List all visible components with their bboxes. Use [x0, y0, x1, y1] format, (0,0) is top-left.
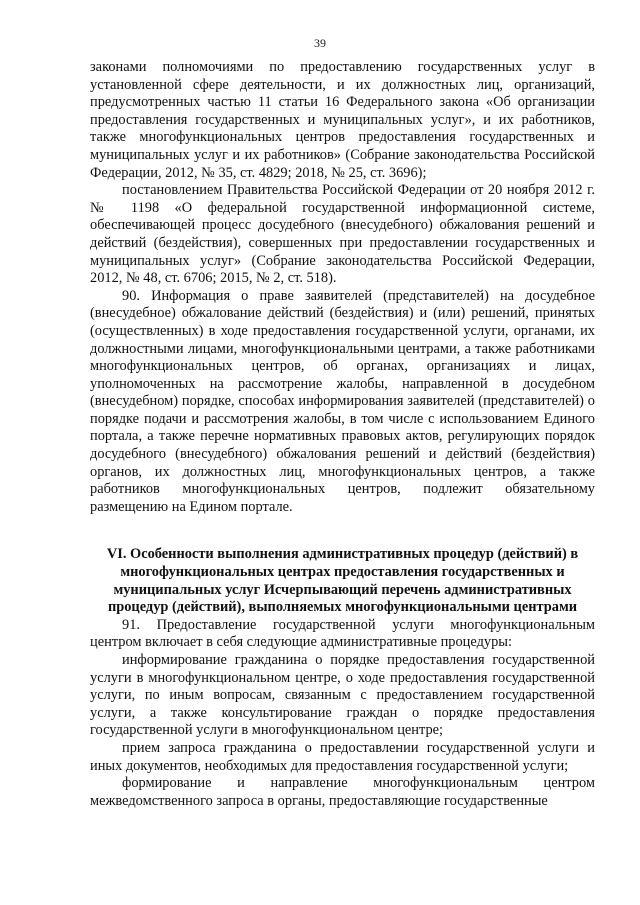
- paragraph-request-intake: прием запроса гражданина о предоставлении государственной услуги и иных документов, необходимых для предоставления государственной услуги;: [90, 739, 595, 774]
- paragraph-91: 91. Предоставление государственной услуги многофункциональным центром включает в себя следующие административные процедуры:: [90, 616, 595, 651]
- page-number: 39: [314, 36, 326, 50]
- paragraph-informing: информирование гражданина о порядке предоставления государственной услуги в многофункциональном центре, о ходе предоставления государственной услуги, по иным вопросам, связанным с предоставлением государственной услуги, а также консультирование граждан о порядке предоставления государственной услуги в многофункциональном центре;: [90, 652, 595, 739]
- paragraph-resolution-1198: постановлением Правительства Российской Федерации от 20 ноября 2012 г. № 1198 «О федеральной государственной информационной системе, обеспечивающей процесс досудебного (внесудебного) обжалования решений и действий (бездействия), совершенных при предоставлении государственных и муниципальных услуг» (Собрание законодательства Российской Федерации, 2012, № 48, ст. 6706; 2015, № 2, ст. 518).: [90, 182, 595, 287]
- paragraph-90: 90. Информация о праве заявителей (представителей) на досудебное (внесудебное) обжалование действий (бездействия) и (или) решений, принятых (осуществленных) в ходе предоставления государственной услуги, органами, их должностными лицами, многофункциональными центрами, а также работниками многофункциональных центров, об органах, организациях и лицах, уполномоченных на рассмотрение жалобы, направленной в досудебном (внесудебном) порядке, способах информирования заявителей (представителей) о порядке подачи и рассмотрения жалобы, в том числе с использованием Единого портала, а также перечне нормативных правовых актов, регулирующих порядок досудебного (внесудебного) обжалования решений и действий (бездействия) органов, их должностных лиц, многофункциональных центров, а также работников многофункциональных центров, подлежит обязательному размещению на Едином портале.: [90, 287, 595, 515]
- document-body: [90, 59, 595, 810]
- paragraph-interagency-request: формирование и направление многофункциональным центром межведомственного запроса в органы, предоставляющие государственные: [90, 775, 595, 809]
- paragraph-continuation: законами полномочиями по предоставлению государственных услуг в установленной сфере деятельности, и их должностных лиц, организаций, предусмотренных частью 11 статьи 16 Федерального закона «Об организации предоставления государственных и муниципальных услуг», и их работников, также многофункциональных центров предоставления государственных и муниципальных услуг и их работников» (Собрание законодательства Российской Федерации, 2012, № 35, ст. 4829; 2018, № 25, ст. 3696);: [90, 59, 595, 181]
- section-heading: VI. Особенности выполнения административных процедур (действий) в многофункциональных центрах предоставления государственных и муниципальных услуг Исчерпывающий перечень административных процедур (действий), выполняемых многофункциональными центрами: [106, 546, 579, 616]
